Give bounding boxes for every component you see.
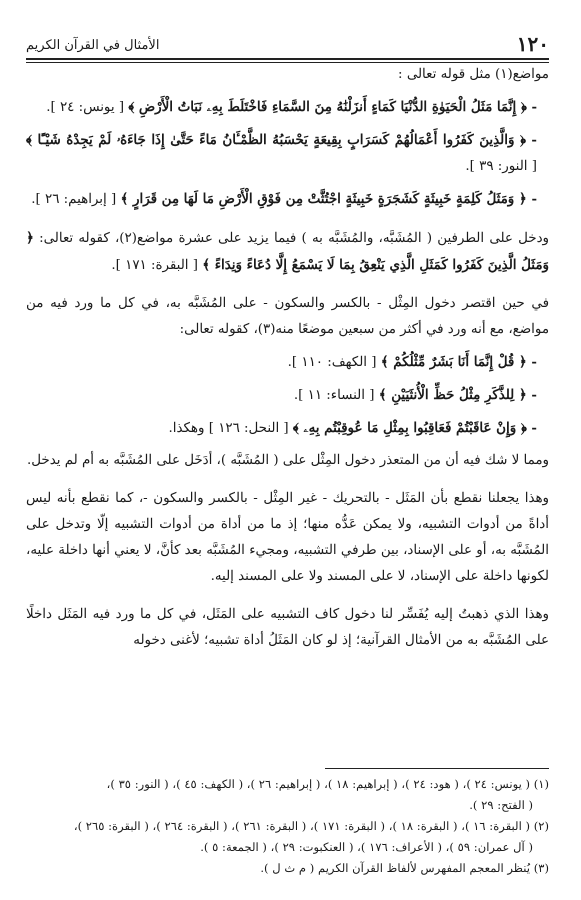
footnote-2: (٢) ( البقرة: ١٦ )، ( البقرة: ١٨ )، ( البقرة: ١٧١ )، ( البقرة: ٢٦١ )، ( البقرة: ٢٦٤ )، ( البقرة: ٢٦٥ )، [73,819,549,833]
footnote-1-cont: ( الفتح: ٢٩ ). [469,798,533,812]
quran-verse: - ﴿ وَإِنْ عَاقَبْتُمْ فَعَاقِبُوا بِمِثْلِ مَا عُوقِبْتُم بِهِۦ ﴾ [292,420,537,436]
quran-verse: ﴿ وَمَثَلُ الَّذِينَ كَفَرُوا كَمَثَلِ الَّذِي يَنْعِقُ بِمَا لَا يَسْمَعُ إِلَّا دُعَاءً وَنِدَاءً ﴾ [26,230,549,273]
quote-item [26,127,549,180]
quote-item [26,415,549,442]
quote-item [26,186,549,213]
page-number: ١٢٠ [516,32,549,56]
verse-reference: [ الكهف: ١١٠ ]. [287,355,377,370]
quran-verse: - ﴿ قُلْ إِنَّمَا أَنَا بَشَرٌ مِّثْلُكُمْ ﴾ [380,354,537,370]
quran-verse: - ﴿ لِلذَّكَرِ مِثْلُ حَظِّ الْأُنثَيَيْنِ ﴾ [378,387,537,403]
verse-reference: [ النور: ٣٩ ]. [465,159,537,174]
footnotes [26,774,549,879]
quote-item [26,94,549,121]
paragraph: وهذا الذي ذهبتُ إليه يُفَسِّر لنا دخول كاف التشبيه على المَثَل، في كل ما ورد فيه المَثَل داخلًا على المُشَبَّه به من الأمثال القرآنية؛ إذ لو كان المَثَلُ أداة تشبيه؛ لأغنى دخوله [26,607,549,648]
intro-line: مواضع(١) مثل قوله تعالى : [398,67,549,82]
paragraph: وهذا يجعلنا نقطع بأن المَثَل - بالتحريك - غير المِثْل - بالكسر والسكون -، كما نقطع بأنه ليس أداةً من أدوات التشبيه، ولا يمكن عَدُّه منها؛ إذ ما من أداة من أدوات التشبيه إلّا وتدخل على المُشَبَّه به، أو على الإسناد، بين طرفي التشبيه، ومجيء المُشَبَّه بعد كأنَّ، لا يعني أنها داخلة عليه، لكونها داخلة على الإسناد، لا على المسند ولا على المسند إليه. [26,491,549,584]
quran-verse: - ﴿ إِنَّمَا مَثَلُ الْحَيَوٰةِ الدُّنْيَا كَمَاءٍ أَنزَلْنَٰهُ مِنَ السَّمَاءِ فَاخْتَلَطَ بِهِۦ نَبَاتُ الْأَرْضِ ﴾ [128,99,537,115]
footnote-2-cont: ( آل عمران: ٥٩ )، ( الأعراف: ١٧٦ )، ( العنكبوت: ٢٩ )، ( الجمعة: ٥ ). [200,840,533,854]
verse-reference: [ النحل: ١٢٦ ] وهكذا. [168,421,289,436]
footnote-1: (١) ( يونس: ٢٤ )، ( هود: ٢٤ )، ( إبراهيم: ١٨ )، ( إبراهيم: ٢٦ )، ( الكهف: ٤٥ )، ( النور: ٣٥ )، [106,777,549,791]
header-rule [26,58,549,60]
page-header [26,34,549,58]
verse-reference: [ إبراهيم: ٢٦ ]. [31,192,117,207]
paragraph [26,225,549,279]
quran-verse: - ﴿ وَالَّذِينَ كَفَرُوا أَعْمَالُهُمْ كَسَرَابٍ بِقِيعَةٍ يَحْسَبُهُ الظَّمْـَٔانُ مَاءً حَتَّىٰ إِذَا جَاءَهُۥ لَمْ يَجِدْهُ شَيْـًٔا ﴾ [26,132,537,148]
footnote-3: (٣) يُنظر المعجم المفهرس لألفاظ القرآن الكريم ( م ث ل ). [260,861,549,875]
quote-item [26,382,549,409]
quran-verse: - ﴿ وَمَثَلُ كَلِمَةٍ خَبِيثَةٍ كَشَجَرَةٍ خَبِيثَةٍ اجْتُثَّتْ مِن فَوْقِ الْأَرْضِ مَا لَهَا مِن قَرَارٍ ﴾ [120,191,537,207]
footnote-rule [325,768,549,769]
verse-reference: [ البقرة: ١٧١ ]. [111,258,198,273]
paragraph: في حين اقتصر دخول المِثْل - بالكسر والسكون - على المُشَبَّه به، في كل ما ورد فيه من مواضع، مع أنه ورد في أكثر من سبعين موضعًا منه(٣)، كقوله تعالى: [26,296,549,337]
paragraph-text: ودخل على الطرفين ( المُشَبَّه، والمُشَبَّه به ) فيما يزيد على عشرة مواضع(٢)، كقوله تعالى: [39,231,550,246]
main-text [26,62,549,654]
quote-item [26,349,549,376]
running-title: الأمثال في القرآن الكريم [26,38,160,53]
paragraph: ومما لا شك فيه أن من المتعذر دخول المِثْل على ( المُشَبَّه )، أدَخَل على المُشَبَّه به أم لم يدخل. [27,453,549,468]
verse-reference: [ يونس: ٢٤ ]. [46,100,125,115]
verse-reference: [ النساء: ١١ ]. [293,388,375,403]
